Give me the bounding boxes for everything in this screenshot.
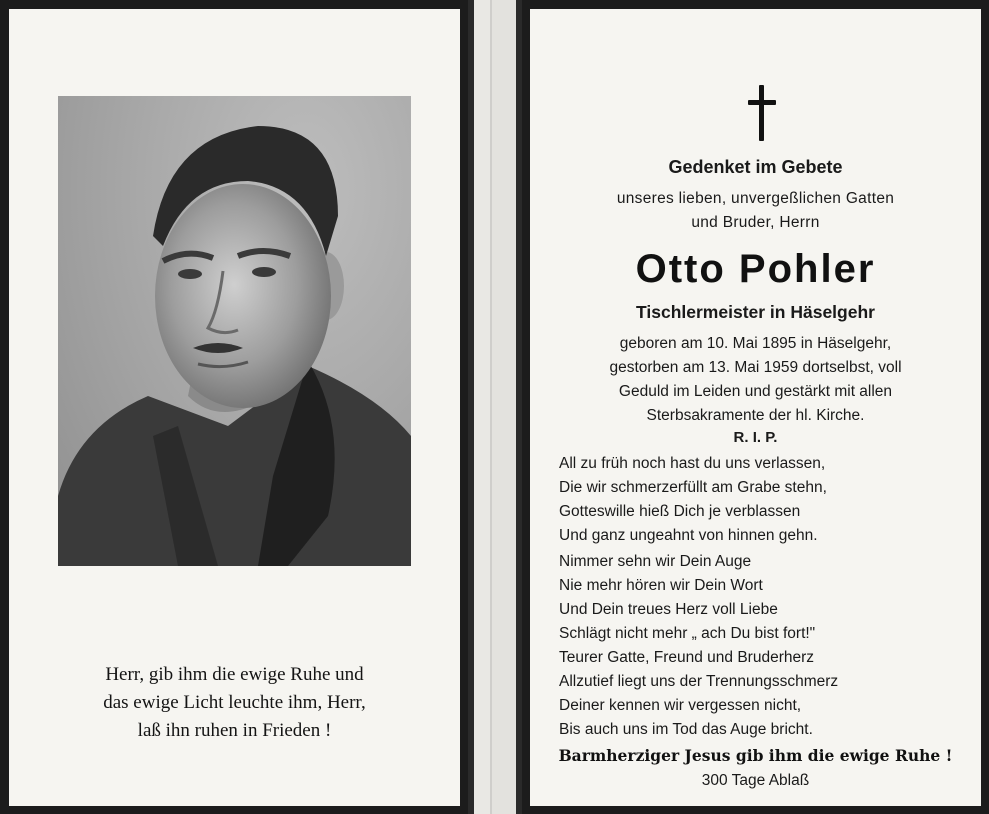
poem-line: Deiner kennen wir vergessen nicht, [559, 697, 802, 714]
memorial-heading: Gedenket im Gebete [668, 157, 843, 177]
right-page [530, 9, 981, 806]
poem-line: Und ganz ungeahnt von hinnen gehn. [559, 527, 818, 544]
portrait-illustration [58, 96, 411, 566]
prayer-line: laß ihn ruhen in Frieden ! [137, 720, 332, 741]
poem-line: Schlägt nicht mehr „ ach Du bist fort!" [559, 625, 816, 642]
indulgence-text: 300 Tage Ablaß [701, 772, 810, 789]
deceased-profession: Tischlermeister in Häselgehr [636, 302, 875, 322]
left-page [9, 9, 460, 806]
deceased-name: Otto Pohler [635, 247, 876, 291]
poem-stanza-1 [559, 452, 827, 548]
bio-line: Geduld im Leiden und gestärkt mit allen [618, 383, 893, 400]
poem-line: All zu früh noch hast du uns verlassen, [559, 455, 826, 472]
poem-line: Und Dein treues Herz voll Liebe [559, 601, 778, 618]
poem-line: Die wir schmerzerfüllt am Grabe stehn, [559, 479, 827, 496]
rip-text: R. I. P. [733, 429, 778, 446]
poem-stanza-2 [559, 550, 838, 742]
intro-line: unseres lieben, unvergeßlichen Gatten [616, 190, 895, 207]
latin-cross-icon [748, 85, 776, 141]
poem-line: Teurer Gatte, Freund und Bruderherz [559, 649, 815, 666]
prayer-line: Herr, gib ihm die ewige Ruhe und [105, 664, 364, 685]
bio-line: Sterbsakramente der hl. Kirche. [646, 407, 865, 424]
poem-line: Bis auch uns im Tod das Auge bricht. [559, 721, 813, 738]
bio-line: gestorben am 13. Mai 1959 dortselbst, voll [609, 359, 902, 376]
poem-line: Nimmer sehn wir Dein Auge [559, 553, 752, 570]
bio-line: geboren am 10. Mai 1895 in Häselgehr, [619, 335, 892, 352]
portrait-photo [58, 96, 411, 566]
poem-line: Nie mehr hören wir Dein Wort [559, 577, 763, 594]
prayer-line: das ewige Licht leuchte ihm, Herr, [103, 692, 366, 713]
blessing-text: Barmherziger Jesus gib ihm die ewige Ruhe ! [558, 746, 953, 765]
card-fold-gutter [468, 0, 522, 814]
prayer-text [29, 661, 440, 745]
poem-line: Gotteswille hieß Dich je verblassen [559, 503, 801, 520]
intro-line: und Bruder, Herrn [691, 214, 820, 231]
poem-line: Allzutief liegt uns der Trennungsschmerz [559, 673, 839, 690]
